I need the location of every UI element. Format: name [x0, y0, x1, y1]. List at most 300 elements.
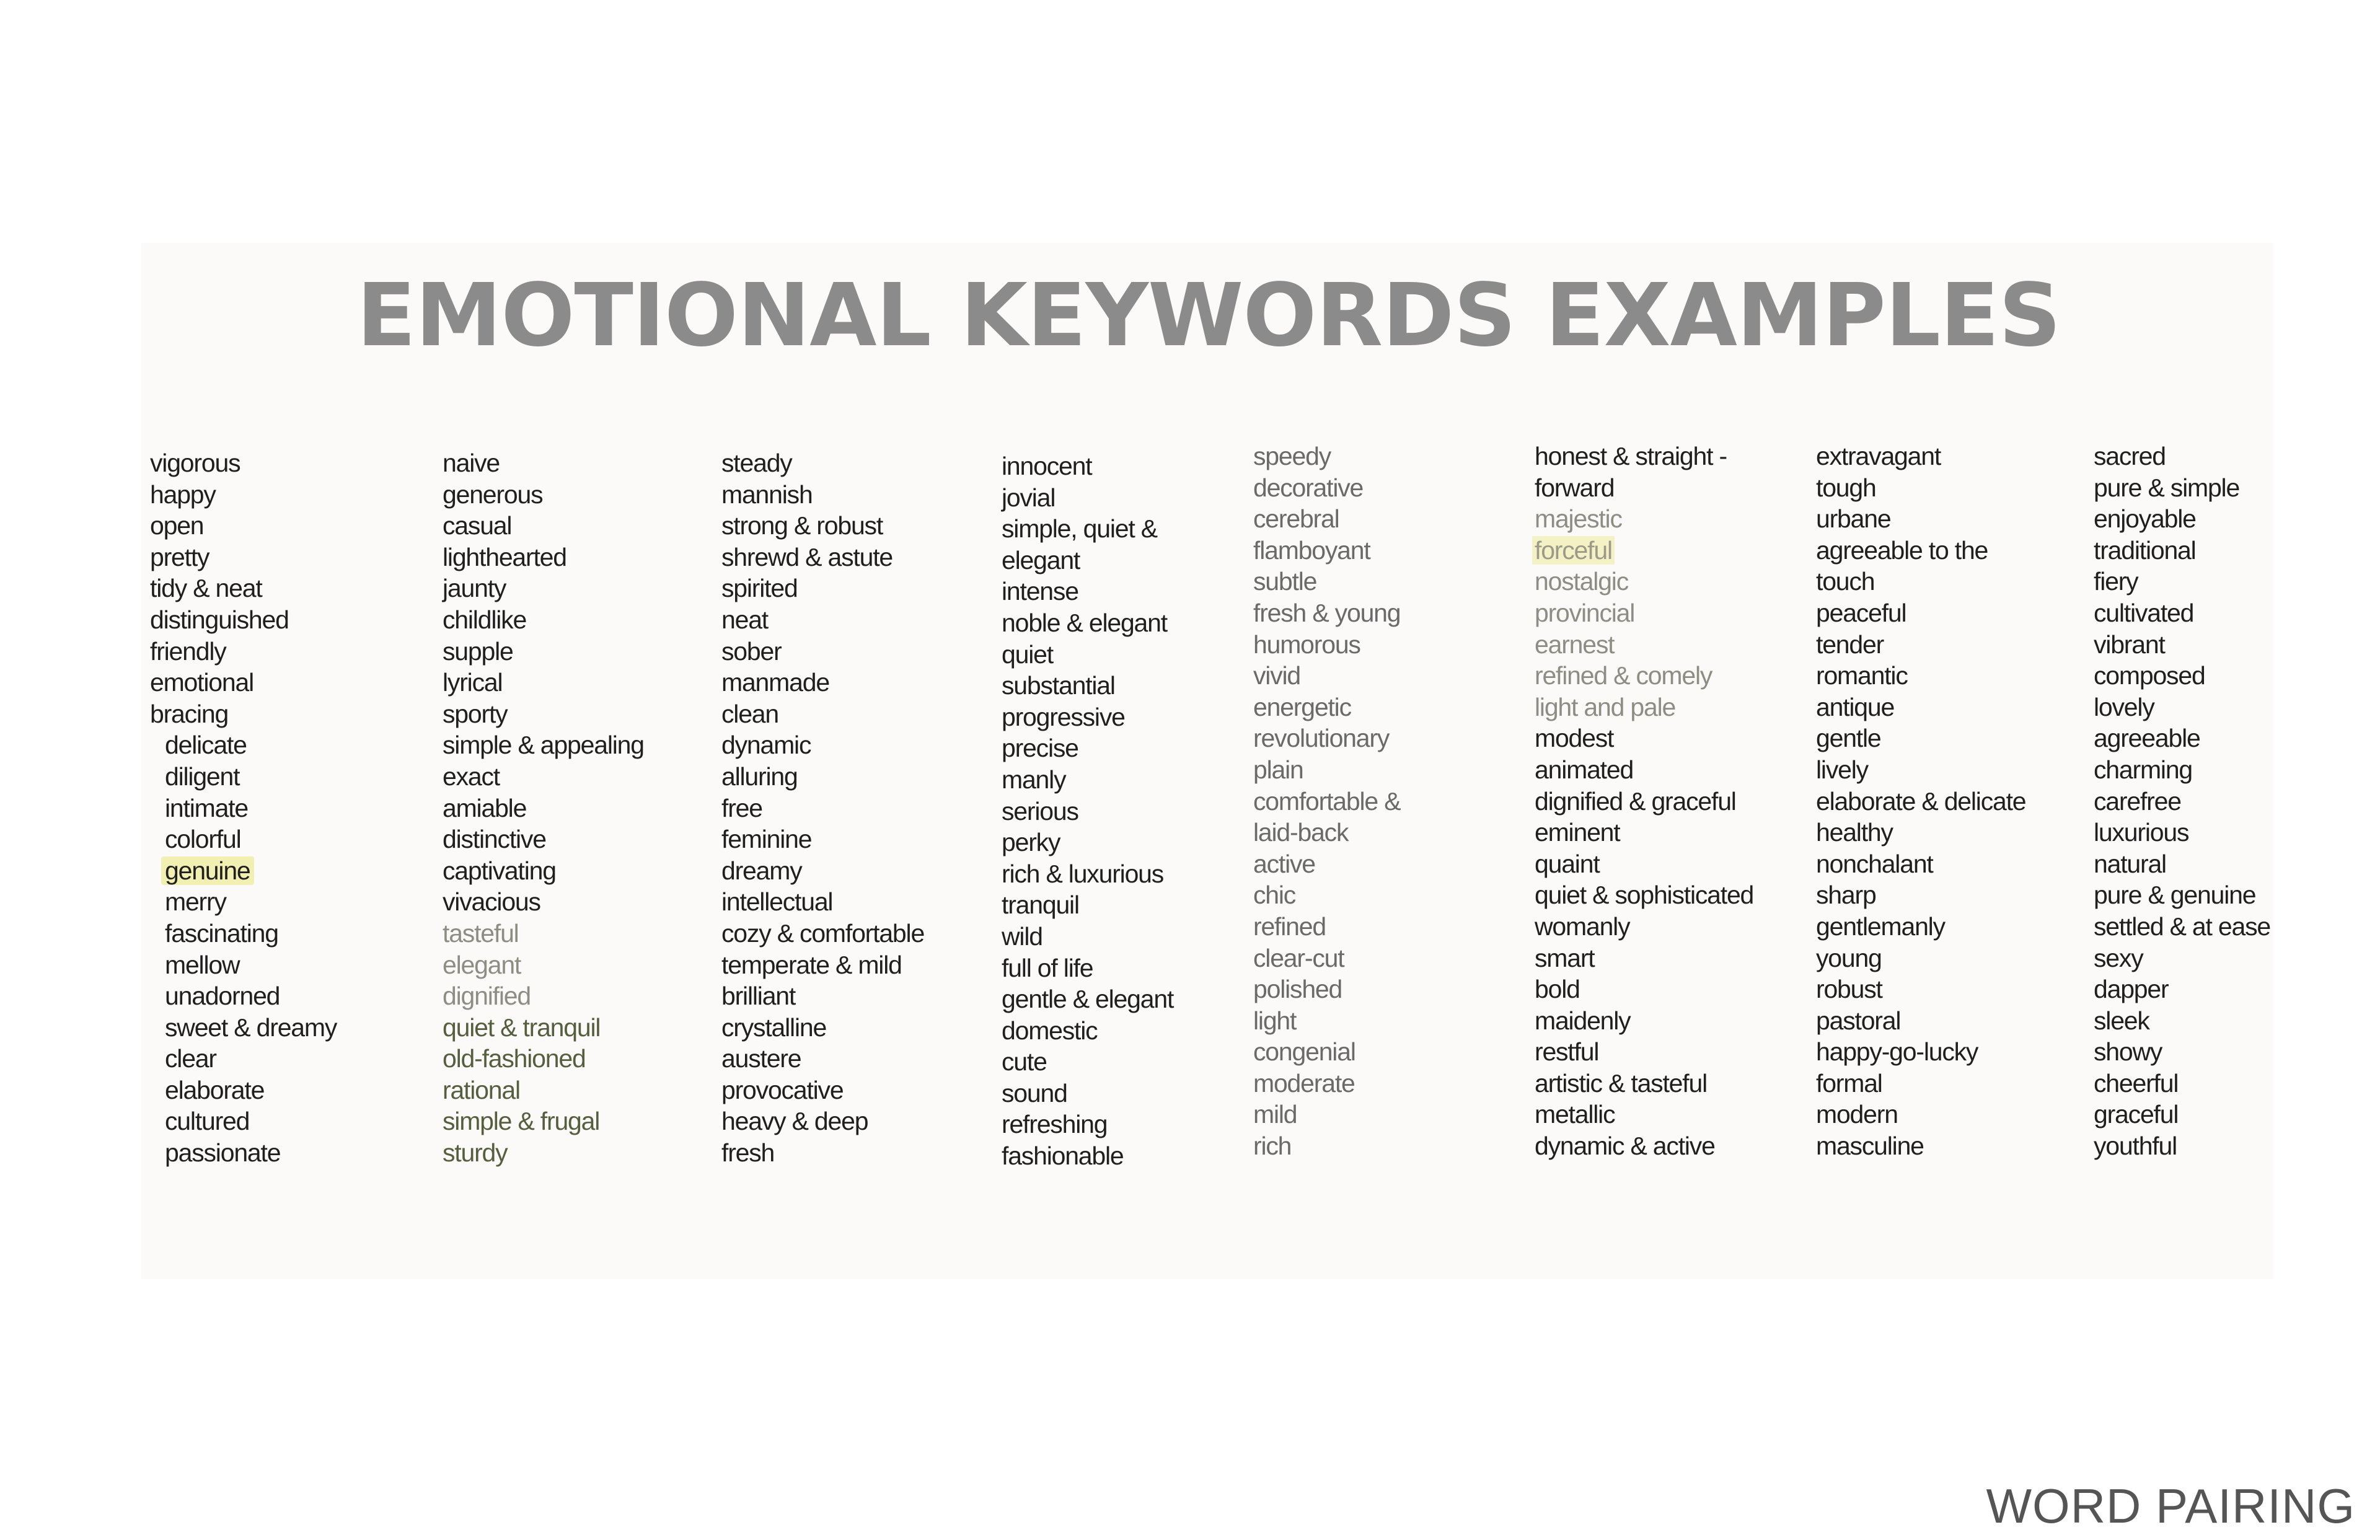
- keyword-item: [443, 1043, 644, 1075]
- keyword-item: [1253, 817, 1400, 848]
- keyword-item: [1253, 1005, 1400, 1037]
- keyword-item: [443, 729, 644, 761]
- keyword-text: agreeable to the: [1816, 535, 1988, 565]
- keyword-text: composed: [2094, 661, 2205, 690]
- keyword-text: sober: [721, 636, 782, 666]
- keyword-text: jaunty: [443, 574, 506, 603]
- keyword-item: [1816, 629, 2025, 661]
- keyword-text: forward: [1535, 473, 1615, 502]
- keyword-item: [721, 761, 924, 793]
- keyword-text: pastoral: [1816, 1006, 1901, 1035]
- keyword-text: vivid: [1253, 661, 1301, 690]
- keyword-item: [2094, 943, 2270, 974]
- keyword-item: [443, 667, 644, 698]
- keyword-item: [443, 824, 644, 855]
- keyword-column-1: [150, 447, 337, 1169]
- keyword-item: [1253, 974, 1400, 1005]
- keyword-item: [1535, 597, 1753, 629]
- keyword-text: refined & comely: [1535, 661, 1712, 690]
- keyword-item: [1253, 943, 1400, 974]
- keyword-item: [1002, 858, 1173, 890]
- keyword-text: sweet & dreamy: [165, 1013, 337, 1042]
- keyword-text: enjoyable: [2094, 504, 2196, 534]
- keyword-item: [1816, 503, 2025, 535]
- keyword-column-7: [1816, 441, 2025, 1162]
- keyword-item: [150, 542, 337, 573]
- keyword-text: settled & at ease: [2094, 912, 2271, 941]
- keyword-item: [150, 1106, 337, 1137]
- keyword-text: fashionable: [1002, 1142, 1124, 1171]
- keyword-text: eminent: [1535, 818, 1620, 847]
- keyword-item: [1535, 879, 1753, 911]
- keyword-text: active: [1253, 849, 1315, 878]
- keyword-text: diligent: [165, 762, 240, 791]
- keyword-item: [443, 510, 644, 542]
- keyword-text: pretty: [150, 542, 209, 571]
- keyword-item: [1253, 629, 1400, 661]
- keyword-text: restful: [1535, 1037, 1599, 1067]
- keyword-text: emotional: [150, 668, 253, 697]
- keyword-item: [150, 1075, 337, 1106]
- keyword-item: [1816, 1130, 2025, 1162]
- keyword-item: [150, 1137, 337, 1169]
- keyword-item: [721, 510, 924, 542]
- keyword-text: fascinating: [165, 918, 278, 948]
- keyword-text: pure & simple: [2094, 473, 2240, 502]
- keyword-item: [2094, 911, 2270, 943]
- keyword-item: [1816, 817, 2025, 848]
- keyword-item: [2094, 1099, 2270, 1130]
- keyword-text: friendly: [150, 636, 226, 666]
- keyword-item: [1535, 1036, 1753, 1068]
- keyword-text: nonchalant: [1816, 849, 1933, 878]
- keyword-text: modern: [1816, 1100, 1898, 1129]
- keyword-item: [2094, 1068, 2270, 1099]
- keyword-item: [1002, 983, 1173, 1015]
- keyword-text: casual: [443, 511, 512, 540]
- keyword-column-5: [1253, 441, 1400, 1162]
- keyword-item: [721, 698, 924, 730]
- keyword-item: [1816, 566, 2025, 597]
- keyword-text: crystalline: [721, 1013, 827, 1042]
- keyword-text: heavy & deep: [721, 1107, 868, 1136]
- keyword-text: honest & straight -: [1535, 442, 1727, 470]
- keyword-text: rational: [443, 1075, 520, 1104]
- keyword-item: [1002, 607, 1173, 639]
- keyword-item: [150, 604, 337, 636]
- keyword-item: [1002, 1015, 1173, 1047]
- keyword-text: happy: [150, 480, 216, 509]
- keyword-item: [1002, 1140, 1173, 1172]
- footer-label: WORD PAIRING: [1986, 1479, 2355, 1533]
- keyword-item: [443, 698, 644, 730]
- keyword-text: humorous: [1253, 630, 1360, 659]
- keyword-item: [2094, 1036, 2270, 1068]
- keyword-item: [721, 1075, 924, 1106]
- keyword-item: [443, 479, 644, 511]
- keyword-item: [721, 729, 924, 761]
- keyword-item: [443, 1137, 644, 1169]
- keyword-item: [443, 573, 644, 604]
- keyword-item: [1253, 566, 1400, 597]
- keyword-text: rich & luxurious: [1002, 859, 1164, 888]
- keyword-text: nostalgic: [1535, 567, 1629, 596]
- keyword-text: intellectual: [721, 887, 833, 917]
- keyword-text: old-fashioned: [443, 1044, 586, 1073]
- keyword-text: childlike: [443, 605, 527, 634]
- keyword-item: [721, 855, 924, 887]
- keyword-text: revolutionary: [1253, 724, 1390, 753]
- keyword-text: rich: [1253, 1132, 1292, 1161]
- keyword-item: [150, 824, 337, 855]
- keyword-item: [150, 1012, 337, 1044]
- keyword-item: [1253, 911, 1400, 943]
- keyword-item: [1535, 629, 1753, 661]
- keyword-text: touch: [1816, 567, 1875, 596]
- keyword-item: [443, 636, 644, 667]
- keyword-text: dignified & graceful: [1535, 786, 1736, 816]
- keyword-text: romantic: [1816, 661, 1908, 690]
- keyword-text: clear-cut: [1253, 943, 1344, 972]
- keyword-item: [1002, 1046, 1173, 1078]
- keyword-item: [1253, 503, 1400, 535]
- keyword-item: [721, 479, 924, 511]
- keyword-text: serious: [1002, 796, 1078, 825]
- keyword-item: [150, 980, 337, 1012]
- keyword-text: decorative: [1253, 473, 1364, 502]
- keyword-item: [1535, 1130, 1753, 1162]
- keyword-text: exact: [443, 762, 500, 791]
- keyword-item: [1816, 472, 2025, 504]
- keyword-text: sacred: [2094, 442, 2166, 470]
- keyword-text: substantial: [1002, 671, 1115, 700]
- keyword-item: [1253, 723, 1400, 754]
- keyword-text: sporty: [443, 699, 508, 728]
- keyword-text: healthy: [1816, 818, 1893, 847]
- keyword-text: fresh: [721, 1138, 775, 1168]
- keyword-text: bold: [1535, 975, 1580, 1004]
- keyword-item: [443, 855, 644, 887]
- keyword-text: shrewd & astute: [721, 542, 892, 571]
- keyword-text: lighthearted: [443, 542, 566, 571]
- keyword-text: austere: [721, 1044, 801, 1073]
- keyword-item: [1535, 472, 1753, 504]
- keyword-text: pure & genuine: [2094, 881, 2256, 910]
- keyword-text: sexy: [2094, 943, 2143, 972]
- keyword-item: [1253, 441, 1400, 472]
- keyword-item: [2094, 441, 2270, 472]
- keyword-item: [1535, 786, 1753, 817]
- keyword-text: carefree: [2094, 786, 2181, 816]
- keyword-text: polished: [1253, 975, 1342, 1004]
- keyword-text: cute: [1002, 1047, 1047, 1076]
- keyword-item: [443, 542, 644, 573]
- keyword-item: [443, 447, 644, 479]
- keyword-item: [1535, 1099, 1753, 1130]
- keyword-text: cultured: [165, 1107, 250, 1136]
- keyword-item: [1816, 879, 2025, 911]
- keyword-text: distinguished: [150, 605, 289, 634]
- keyword-text: chic: [1253, 881, 1296, 910]
- keyword-text: delicate: [165, 731, 247, 760]
- keyword-item: [1535, 848, 1753, 880]
- keyword-text: sleek: [2094, 1006, 2149, 1035]
- keyword-item: [443, 604, 644, 636]
- keyword-item: [1253, 1099, 1400, 1130]
- keyword-item: [1535, 660, 1753, 692]
- keyword-text: cultivated: [2094, 598, 2194, 627]
- keyword-text: elaborate & delicate: [1816, 786, 2026, 816]
- keyword-text: mannish: [721, 480, 813, 509]
- keyword-column-2: [443, 447, 644, 1169]
- keyword-text: mild: [1253, 1100, 1297, 1129]
- keyword-item: [1002, 702, 1173, 733]
- keyword-item: [1002, 953, 1173, 984]
- keyword-item: [150, 855, 337, 887]
- keyword-text: showy: [2094, 1037, 2162, 1067]
- keyword-item: [1816, 1068, 2025, 1099]
- keyword-item: [721, 667, 924, 698]
- keyword-text: vigorous: [150, 449, 240, 477]
- keyword-text: neat: [721, 605, 768, 634]
- keyword-column-3: [721, 447, 924, 1169]
- keyword-item: [721, 824, 924, 855]
- keyword-item: [1535, 692, 1753, 723]
- keyword-item: [150, 479, 337, 511]
- keyword-item: [721, 573, 924, 604]
- keyword-item: [721, 636, 924, 667]
- keyword-item: [1002, 889, 1173, 921]
- keyword-text: quiet & sophisticated: [1535, 881, 1754, 910]
- keyword-text: mellow: [165, 950, 240, 979]
- keyword-item: [2094, 535, 2270, 566]
- keyword-text: brilliant: [721, 982, 796, 1011]
- keyword-item: [150, 886, 337, 918]
- keyword-text: youthful: [2094, 1132, 2177, 1161]
- keyword-item: [1253, 879, 1400, 911]
- keyword-item: [1253, 754, 1400, 786]
- keyword-item: [1253, 786, 1400, 817]
- keyword-text: robust: [1816, 975, 1882, 1004]
- keyword-item: [1816, 535, 2025, 566]
- keyword-item: [150, 761, 337, 793]
- keyword-text: jovial: [1002, 483, 1056, 512]
- keyword-text: strong & robust: [721, 511, 883, 540]
- keyword-item: [1253, 472, 1400, 504]
- keyword-text: modest: [1535, 724, 1614, 753]
- keyword-item: [1816, 660, 2025, 692]
- keyword-text: speedy: [1253, 442, 1331, 470]
- keyword-text: natural: [2094, 849, 2166, 878]
- keyword-text: fresh & young: [1253, 598, 1401, 627]
- keyword-item: [1002, 639, 1173, 671]
- keyword-item: [721, 604, 924, 636]
- keyword-item: [2094, 566, 2270, 597]
- keyword-item: [1253, 597, 1400, 629]
- keyword-item: [1002, 670, 1173, 702]
- keyword-text: congenial: [1253, 1037, 1355, 1067]
- keyword-text: dapper: [2094, 975, 2169, 1004]
- keyword-text: steady: [721, 449, 792, 477]
- keyword-text: luxurious: [2094, 818, 2189, 847]
- keyword-text: perky: [1002, 828, 1060, 857]
- keyword-item: [721, 1043, 924, 1075]
- keyword-item: [1816, 597, 2025, 629]
- keyword-text: tender: [1816, 630, 1884, 659]
- keyword-item: [150, 573, 337, 604]
- keyword-text: sturdy: [443, 1138, 508, 1168]
- keyword-item: [443, 980, 644, 1012]
- keyword-item: [1535, 974, 1753, 1005]
- keyword-text: artistic & tasteful: [1535, 1068, 1707, 1098]
- keyword-item: [1535, 723, 1753, 754]
- keyword-text: quiet & tranquil: [443, 1013, 601, 1042]
- keyword-item: [150, 667, 337, 698]
- keyword-text: earnest: [1535, 630, 1615, 659]
- keyword-item: [1002, 764, 1173, 796]
- keyword-item: [2094, 754, 2270, 786]
- keyword-item: [1002, 545, 1173, 576]
- keyword-item: [721, 886, 924, 918]
- highlighted-keyword: genuine: [161, 856, 254, 885]
- keyword-item: [443, 886, 644, 918]
- keyword-item: [1253, 660, 1400, 692]
- keyword-text: elegant: [1002, 545, 1080, 574]
- keyword-column-8: [2094, 441, 2270, 1162]
- keyword-text: cerebral: [1253, 504, 1339, 534]
- keyword-item: [721, 1137, 924, 1169]
- keyword-text: tasteful: [443, 918, 519, 948]
- keyword-item: [1535, 754, 1753, 786]
- keyword-text: tough: [1816, 473, 1876, 502]
- keyword-text: noble & elegant: [1002, 608, 1167, 637]
- keyword-column-4: [1002, 451, 1173, 1172]
- keyword-text: cozy & comfortable: [721, 918, 925, 948]
- keyword-text: moderate: [1253, 1068, 1355, 1098]
- keyword-text: dreamy: [721, 856, 802, 885]
- keyword-text: sound: [1002, 1078, 1067, 1107]
- keyword-text: elaborate: [165, 1075, 265, 1104]
- keyword-text: spirited: [721, 574, 798, 603]
- page-title: EMOTIONAL KEYWORDS EXAMPLES: [356, 265, 2061, 366]
- keyword-text: alluring: [721, 762, 798, 791]
- keyword-item: [721, 447, 924, 479]
- keyword-item: [443, 949, 644, 981]
- keyword-item: [1816, 786, 2025, 817]
- keyword-item: [1816, 1005, 2025, 1037]
- keyword-item: [150, 698, 337, 730]
- keyword-item: [1535, 503, 1753, 535]
- keyword-item: [2094, 879, 2270, 911]
- keyword-item: [1002, 796, 1173, 827]
- keyword-text: simple, quiet &: [1002, 514, 1157, 543]
- keyword-item: [1535, 566, 1753, 597]
- keyword-text: simple & frugal: [443, 1107, 600, 1136]
- keyword-text: open: [150, 511, 204, 540]
- keyword-text: graceful: [2094, 1100, 2179, 1129]
- keyword-text: manmade: [721, 668, 829, 697]
- keyword-item: [443, 1106, 644, 1137]
- keyword-text: provincial: [1535, 598, 1635, 627]
- keyword-item: [150, 729, 337, 761]
- keyword-text: supple: [443, 636, 513, 666]
- keyword-item: [1002, 827, 1173, 858]
- keyword-item: [1816, 692, 2025, 723]
- keyword-item: [1535, 441, 1753, 472]
- keyword-text: dynamic & active: [1535, 1132, 1715, 1161]
- keyword-text: antique: [1816, 692, 1895, 721]
- keyword-text: manly: [1002, 765, 1066, 794]
- keyword-text: dynamic: [721, 731, 811, 760]
- keyword-item: [1002, 1109, 1173, 1140]
- keyword-text: metallic: [1535, 1100, 1615, 1129]
- keyword-text: light and pale: [1535, 692, 1676, 721]
- keyword-text: vivacious: [443, 887, 540, 917]
- keyword-text: distinctive: [443, 825, 546, 854]
- keyword-item: [2094, 974, 2270, 1005]
- keyword-item: [1535, 1068, 1753, 1099]
- keyword-item: [1535, 943, 1753, 974]
- keyword-text: cheerful: [2094, 1068, 2179, 1098]
- keyword-text: colorful: [165, 825, 241, 854]
- keyword-text: tranquil: [1002, 891, 1079, 920]
- keyword-text: wild: [1002, 922, 1042, 951]
- keyword-text: quiet: [1002, 640, 1053, 669]
- keyword-text: unadorned: [165, 982, 280, 1011]
- keyword-item: [721, 1106, 924, 1137]
- keyword-text: passionate: [165, 1138, 281, 1168]
- keyword-text: gentle: [1816, 724, 1881, 753]
- keyword-text: masculine: [1816, 1132, 1924, 1161]
- keyword-text: agreeable: [2094, 724, 2200, 753]
- keyword-item: [2094, 1005, 2270, 1037]
- keyword-item: [2094, 472, 2270, 504]
- keyword-item: [443, 918, 644, 949]
- keyword-text: tidy & neat: [150, 574, 262, 603]
- keyword-item: [150, 510, 337, 542]
- keyword-text: smart: [1535, 943, 1595, 972]
- keyword-text: happy-go-lucky: [1816, 1037, 1978, 1067]
- keyword-text: amiable: [443, 793, 527, 822]
- keyword-text: refined: [1253, 912, 1326, 941]
- keyword-text: merry: [165, 887, 226, 917]
- keyword-text: fiery: [2094, 567, 2138, 596]
- keyword-text: clean: [721, 699, 779, 728]
- keyword-item: [1535, 817, 1753, 848]
- keyword-item: [2094, 848, 2270, 880]
- keyword-item: [1535, 535, 1753, 566]
- keyword-item: [1535, 911, 1753, 943]
- keyword-text: bracing: [150, 699, 229, 728]
- keyword-item: [1816, 441, 2025, 472]
- keyword-item: [1816, 723, 2025, 754]
- keyword-item: [1816, 943, 2025, 974]
- keyword-text: light: [1253, 1006, 1297, 1035]
- keyword-item: [721, 918, 924, 949]
- keyword-text: intimate: [165, 793, 248, 822]
- keyword-text: clear: [165, 1044, 216, 1073]
- keyword-text: sharp: [1816, 881, 1876, 910]
- keyword-text: comfortable &: [1253, 786, 1401, 816]
- keyword-text: free: [721, 793, 762, 822]
- keyword-item: [1002, 1078, 1173, 1109]
- keyword-text: flamboyant: [1253, 535, 1370, 565]
- keyword-item: [1002, 451, 1173, 482]
- keyword-text: generous: [443, 480, 543, 509]
- keyword-text: simple & appealing: [443, 731, 644, 760]
- keyword-item: [2094, 723, 2270, 754]
- keyword-text: laid-back: [1253, 818, 1349, 847]
